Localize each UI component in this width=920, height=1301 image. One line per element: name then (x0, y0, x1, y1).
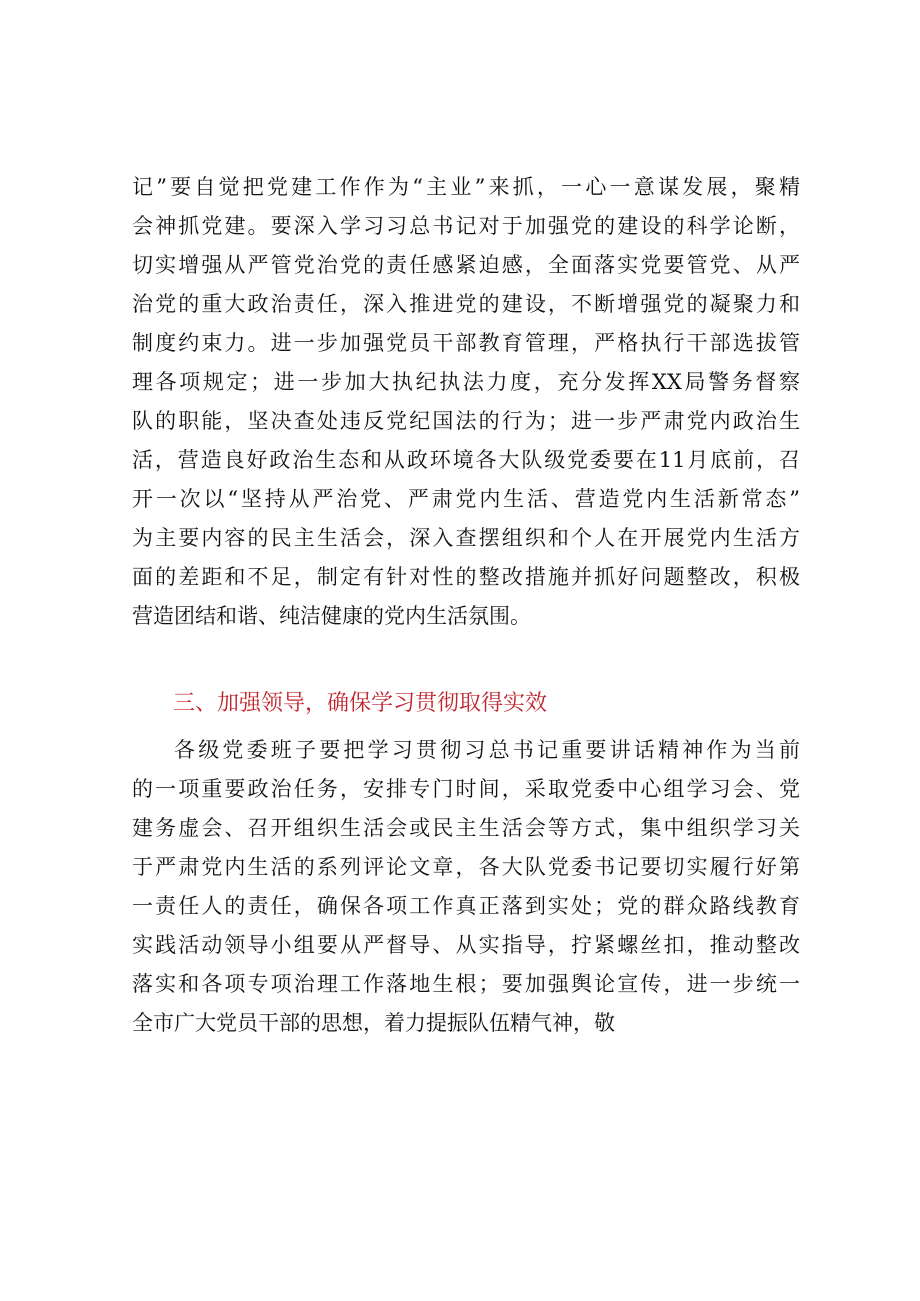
paragraph-line: 各级党委班子要把学习贯彻习总书记重要讲话精神作为当前 (174, 738, 800, 762)
paragraph-line: 的一项重要政治任务，安排专门时间，采取党委中心组学习会、党 (132, 777, 800, 801)
continuation-paragraph (132, 168, 800, 636)
section-paragraph (132, 731, 800, 1043)
paragraph-line: 为主要内容的民主生活会，深入查摆组织和个人在开展党内生活方 (132, 526, 800, 550)
paragraph-line: 全市广大党员干部的思想，着力提振队伍精气神，敬 (132, 1011, 615, 1035)
paragraph-line: 活，营造良好政治生态和从政环境各大队级党委要在11月底前，召 (132, 448, 800, 472)
paragraph-line: 队的职能，坚决查处违反党纪国法的行为；进一步严肃党内政治生 (132, 409, 800, 433)
paragraph-line: 理各项规定；进一步加大执纪执法力度，充分发挥XX局警务督察 (132, 370, 800, 394)
paragraph-line: 营造团结和谐、纯洁健康的党内生活氛围。 (132, 604, 531, 628)
paragraph-line: 于严肃党内生活的系列评论文章，各大队党委书记要切实履行好第 (132, 855, 800, 879)
paragraph-line: 落实和各项专项治理工作落地生根；要加强舆论宣传，进一步统一 (132, 972, 800, 996)
paragraph-line: 记”要自觉把党建工作作为“主业”来抓，一心一意谋发展，聚精 (132, 175, 800, 199)
paragraph-line: 制度约束力。进一步加强党员干部教育管理，严格执行干部选拔管 (132, 331, 800, 355)
section-heading: 三、加强领导，确保学习贯彻取得实效 (173, 691, 548, 716)
paragraph-line: 开一次以“坚持从严治党、严肃党内生活、营造党内生活新常态” (132, 487, 800, 511)
paragraph-line: 实践活动领导小组要从严督导、从实指导，拧紧螺丝扣，推动整改 (132, 933, 800, 957)
paragraph-line: 面的差距和不足，制定有针对性的整改措施并抓好问题整改，积极 (132, 565, 800, 589)
paragraph-line: 会神抓党建。要深入学习习总书记对于加强党的建设的科学论断， (132, 214, 800, 238)
paragraph-line: 建务虚会、召开组织生活会或民主生活会等方式，集中组织学习关 (132, 816, 800, 840)
paragraph-line: 治党的重大政治责任，深入推进党的建设，不断增强党的凝聚力和 (132, 292, 800, 316)
paragraph-line: 切实增强从严管党治党的责任感紧迫感，全面落实党要管党、从严 (132, 253, 800, 277)
paragraph-line: 一责任人的责任，确保各项工作真正落到实处；党的群众路线教育 (132, 894, 800, 918)
